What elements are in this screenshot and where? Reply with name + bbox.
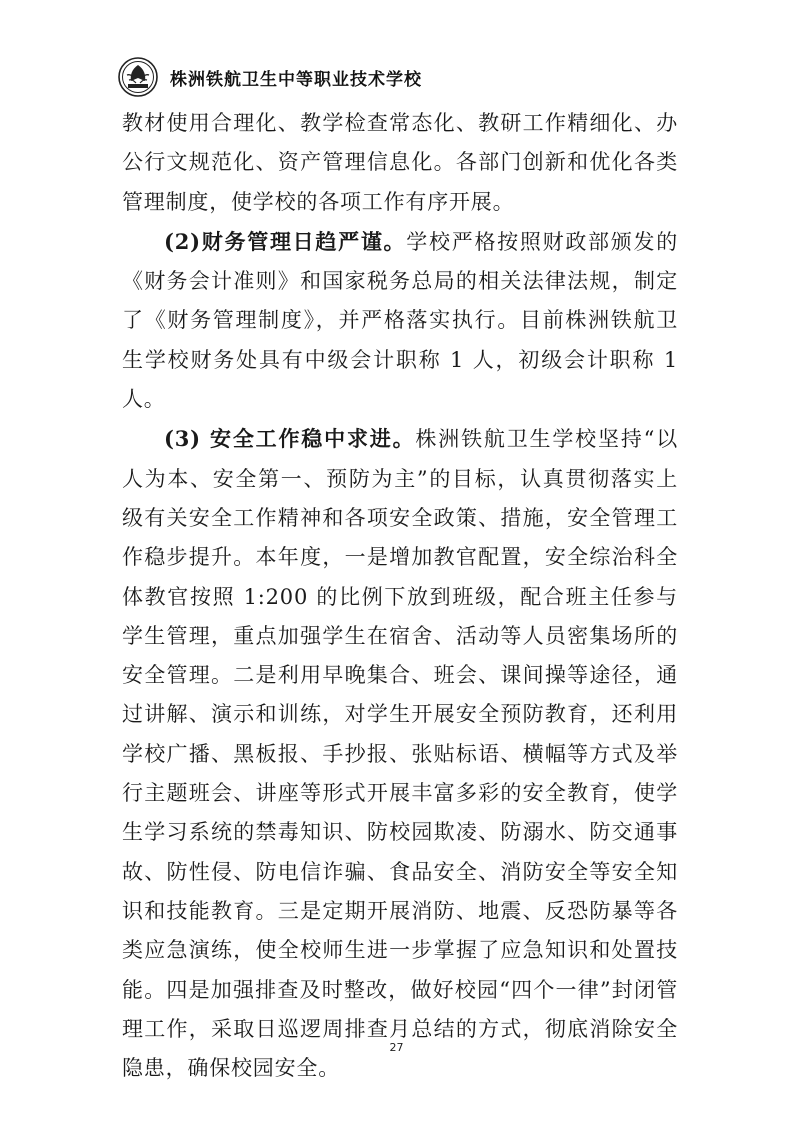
- paragraph-safety-heading: (3) 安全工作稳中求进。: [164, 426, 416, 452]
- paragraph-finance-heading: (2)财务管理日趋严谨。: [164, 228, 407, 254]
- school-crest-icon: [118, 57, 158, 97]
- page-header: [118, 54, 422, 100]
- paragraph-management-intro: 教材使用合理化、教学检查常态化、教研工作精细化、办公行文规范化、资产管理信息化。各部门创新和优化各类管理制度，使学校的各项工作有序开展。: [122, 111, 678, 214]
- paragraph-finance-text: 学校严格按照财政部颁发的《财务会计准则》和国家税务总局的相关法律法规，制定了《财务管理制度》，并严格落实执行。目前株洲铁航卫生学校财务处具有中级会计职称 1 人，初级会计职称 1 人。: [122, 229, 678, 412]
- paragraph-safety: [122, 419, 678, 1088]
- document-body: [122, 104, 678, 1088]
- paragraph-finance: [122, 222, 678, 419]
- paragraph-safety-text: 株洲铁航卫生学校坚持“以人为本、安全第一、预防为主”的目标，认真贯彻落实上级有关安全工作精神和各项安全政策、措施，安全管理工作稳步提升。本年度，一是增加教官配置，安全综治科全体教官按照 1:200 的比例下放到班级，配合班主任参与学生管理，重点加强学生在宿舍、活动等人员密集场所的安全管理。二是利用早晚集合、班会、课间操等途径，通过讲解、演示和训练，对学生开展安全预防教育，还利用学校广播、黑板报、手抄报、张贴标语、横幅等方式及举行主题班会、讲座等形式开展丰富多彩的安全教育，使学生学习系统的禁毒知识、防校园欺凌、防溺水、防交通事故、防性侵、防电信诈骗、食品安全、消防安全等安全知识和技能教育。三是定期开展消防、地震、反恐防暴等各类应急演练，使全校师生进一步掌握了应急知识和处置技能。四是加强排查及时整改，做好校园“四个一律”封闭管理工作，采取日巡逻周排查月总结的方式，彻底消除安全隐患，确保校园安全。: [122, 427, 678, 1081]
- page-number: 27: [389, 1041, 404, 1054]
- school-name: 株洲铁航卫生中等职业技术学校: [170, 69, 422, 90]
